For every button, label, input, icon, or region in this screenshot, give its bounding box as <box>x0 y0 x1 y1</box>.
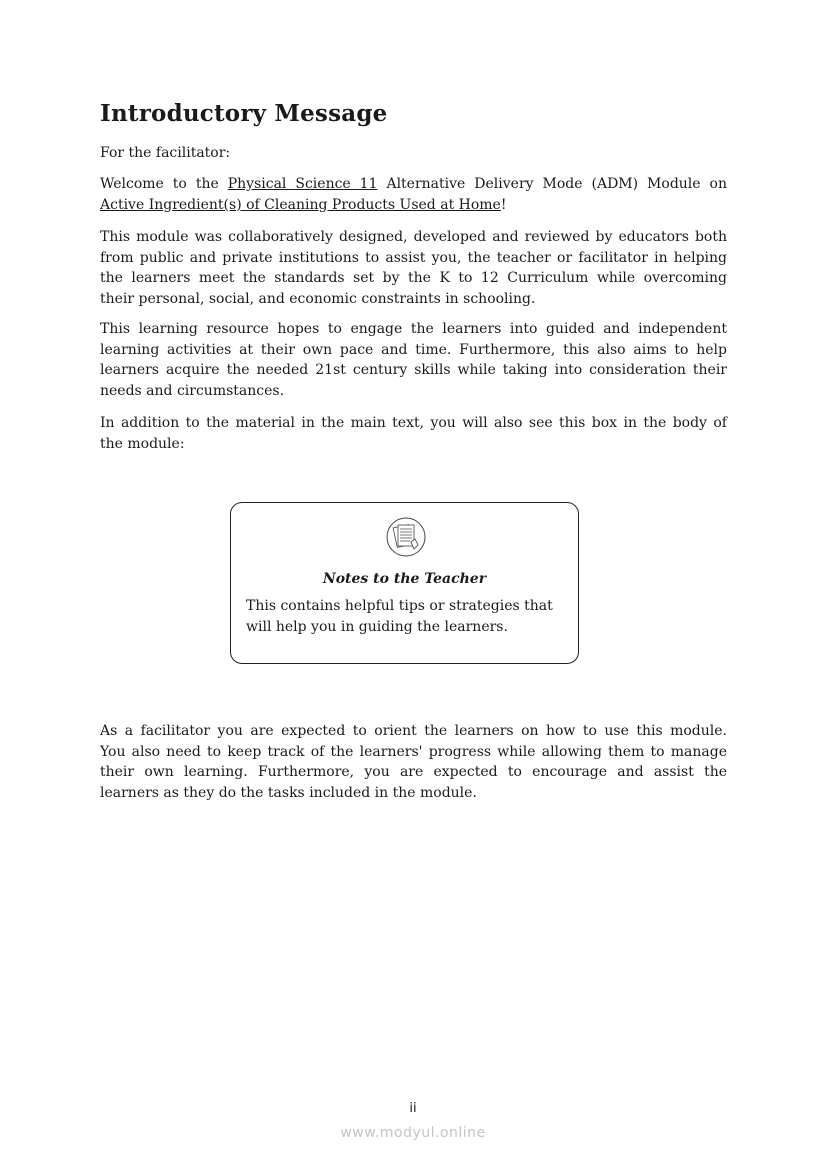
text-line: their personal, social, and economic constraints in schooling. <box>100 291 536 308</box>
design-paragraph <box>100 227 727 310</box>
text-line: In addition to the material in the main text, you will also see this box in the body of <box>100 415 727 431</box>
text-line: the learners meet the standards set by the K to 12 Curriculum while overcoming <box>100 270 727 287</box>
text-line: As a facilitator you are expected to orient the learners on how to use this module. <box>100 723 727 739</box>
text-line: This contains helpful tips or strategies that <box>246 598 553 614</box>
text: Welcome to the <box>100 176 228 192</box>
text: ! <box>500 196 507 213</box>
notes-hand-icon <box>386 517 426 557</box>
addition-paragraph <box>100 413 727 454</box>
for-facilitator-text <box>100 143 727 164</box>
facilitator-paragraph <box>100 721 727 804</box>
resource-paragraph <box>100 319 727 402</box>
text-line: will help you in guiding the learners. <box>246 619 508 635</box>
notes-to-teacher-box <box>230 502 579 664</box>
page-number: ii <box>409 1101 417 1116</box>
text-line: their own learning. Furthermore, you are expected to encourage and assist the <box>100 764 727 781</box>
notes-box-title: Notes to the Teacher <box>322 571 487 587</box>
course-title: Physical Science 11 <box>227 176 378 192</box>
text-line: learners acquire the needed 21st century skills while taking into consideration their <box>100 362 727 379</box>
text-line: needs and circumstances. <box>100 383 285 400</box>
text-line: For the facilitator: <box>100 145 231 161</box>
text-line: learning activities at their own pace and time. Furthermore, this also aims to help <box>100 341 727 358</box>
text: Alternative Delivery Mode (ADM) Module on <box>377 176 727 192</box>
text-line: the module: <box>100 435 185 452</box>
text-line: This learning resource hopes to engage the learners into guided and independent <box>100 321 727 337</box>
notes-box-text <box>246 596 553 638</box>
text-line: This module was collaboratively designed, developed and reviewed by educators both <box>100 229 727 245</box>
watermark: www.modyul.online <box>340 1125 486 1141</box>
text-line: from public and private institutions to assist you, the teacher or facilitator in helping <box>100 249 727 266</box>
page-title: Introductory Message <box>100 100 388 127</box>
text-line: learners as they do the tasks included in the module. <box>100 785 477 802</box>
module-title: Active Ingredient(s) of Cleaning Products Used at Home <box>100 196 501 213</box>
text-line: You also need to keep track of the learners' progress while allowing them to manage <box>100 743 727 760</box>
welcome-paragraph <box>100 174 727 215</box>
